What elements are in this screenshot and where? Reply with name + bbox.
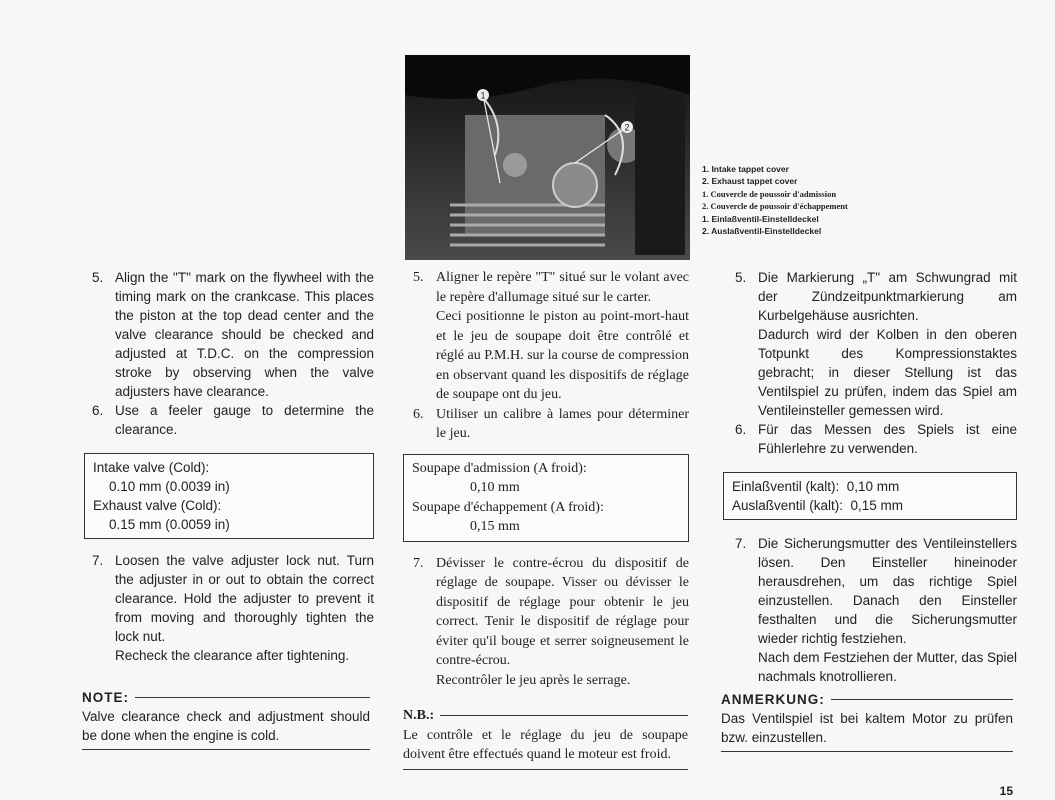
legend-item: 2. Couvercle de poussoir d'échappement bbox=[702, 200, 848, 211]
clearance-spec-box bbox=[84, 453, 374, 539]
french-note bbox=[403, 706, 688, 770]
intake-value: 0.10 mm (0.0039 in) bbox=[109, 479, 230, 494]
step-text: Aligner le repère "T" situé sur le volant avec le repère d'allumage situé sur le carter. bbox=[436, 270, 689, 305]
step-number: 5. bbox=[735, 270, 747, 285]
intake-label: Intake valve (Cold): bbox=[93, 460, 210, 475]
note-title: ANMERKUNG: bbox=[721, 692, 825, 707]
step-text: Die Markierung „T" am Schwungrad mit der Zündzeitpunktmarkierung am Kurbelgehäuse ausrichten. bbox=[758, 270, 1017, 323]
exhaust-label: Exhaust valve (Cold): bbox=[93, 498, 222, 513]
note-title: NOTE: bbox=[82, 690, 129, 705]
step-7 bbox=[413, 554, 689, 691]
note-text: Das Ventilspiel ist bei kaltem Motor zu prüfen bzw. einzustellen. bbox=[721, 711, 1013, 745]
step-text: Use a feeler gauge to determine the clearance. bbox=[115, 403, 374, 437]
legend-item: 1. Intake tappet cover bbox=[702, 164, 789, 174]
note-title: N.B.: bbox=[403, 708, 435, 723]
step-recheck: Nach dem Festziehen der Mutter, das Spiel nachmals knotrollieren. bbox=[758, 650, 1017, 684]
callout-2: 2 bbox=[624, 122, 630, 133]
photo-legend bbox=[702, 164, 848, 237]
intake-label: Soupape d'admission (A froid): bbox=[412, 460, 587, 476]
german-column bbox=[732, 268, 1017, 686]
step-6 bbox=[413, 405, 689, 444]
legend-item: 1. Einlaßventil-Einstelldeckel bbox=[702, 214, 819, 224]
step-number: 5. bbox=[92, 270, 104, 285]
step-6 bbox=[735, 420, 1017, 458]
english-note bbox=[82, 688, 370, 750]
note-text: Valve clearance check and adjustment should be done when the engine is cold. bbox=[82, 709, 370, 743]
callout-1: 1 bbox=[480, 90, 486, 101]
step-number: 7. bbox=[413, 555, 424, 571]
step-number: 5. bbox=[413, 270, 424, 285]
legend-english bbox=[702, 164, 848, 187]
step-7 bbox=[735, 534, 1017, 686]
step-5 bbox=[92, 268, 374, 401]
step-recheck: Recheck the clearance after tightening. bbox=[115, 648, 350, 663]
step-recheck: Recontrôler le jeu après le serrage. bbox=[436, 672, 631, 688]
step-text-b: Ceci positionne le piston au point-mort-haut et le jeu de soupape doit être contrôlé et réglé au P.M.H. sur la course de compression en observant quand les dispositifs de réglage de soupape ont du jeu. bbox=[436, 309, 689, 402]
step-number: 6. bbox=[735, 422, 747, 437]
step-number: 7. bbox=[92, 553, 104, 568]
exhaust-value: 0.15 mm (0.0059 in) bbox=[109, 517, 230, 532]
clearance-spec-box bbox=[723, 472, 1017, 520]
exhaust-label: Soupape d'échappement (A froid): bbox=[412, 499, 604, 515]
step-text: Die Sicherungsmutter des Ventileinstellers lösen. Den Einsteller hineinoder herausdrehen, um das richtige Spiel einzustellen. Danach den Einsteller festhalten und die Sicherungsmutter wieder richtig festziehen. bbox=[758, 536, 1017, 646]
step-text: Dévisser le contre-écrou du dispositif de réglage de soupape. Visser ou dévisser le dispositif de réglage pour obtenir le jeu correct. Tenir le dispositif de réglage pour éviter qu'il bouge et serrer soigneusement le contre-écrou. bbox=[436, 555, 689, 668]
step-5 bbox=[413, 268, 689, 405]
legend-item: 1. Couvercle de poussoir d'admission bbox=[702, 189, 837, 199]
legend-item: 2. Exhaust tappet cover bbox=[702, 175, 798, 186]
legend-german bbox=[702, 214, 848, 237]
step-text: Loosen the valve adjuster lock nut. Turn the adjuster in or out to obtain the correct clearance. Hold the adjuster to prevent it from moving and thoroughly tighten the lock nut. bbox=[115, 553, 374, 644]
step-text-b: Dadurch wird der Kolben in den oberen Totpunkt des Kompressionstaktes gebracht; in dieser Stellung ist das Ventilspiel zu prüfen, indem das Spiel am Ventileinsteller gemessen wird. bbox=[758, 327, 1017, 418]
step-text: Utiliser un calibre à lames pour déterminer le jeu. bbox=[436, 406, 689, 441]
exhaust-spec: Auslaßventil (kalt): 0,15 mm bbox=[732, 498, 904, 513]
intake-spec: Einlaßventil (kalt): 0,10 mm bbox=[732, 479, 900, 494]
english-column bbox=[92, 268, 374, 665]
step-number: 6. bbox=[92, 403, 104, 418]
engine-photo bbox=[405, 55, 690, 260]
legend-item: 2. Auslaßventil-Einstelldeckel bbox=[702, 225, 822, 236]
note-text: Le contrôle et le réglage du jeu de soupape doivent être effectués quand le moteur est froid. bbox=[403, 727, 688, 762]
page-number: 15 bbox=[999, 784, 1013, 798]
step-text: Für das Messen des Spiels ist eine Fühlerlehre zu verwenden. bbox=[758, 422, 1017, 456]
legend-french bbox=[702, 189, 848, 212]
exhaust-value: 0,15 mm bbox=[470, 519, 520, 534]
german-note bbox=[721, 690, 1013, 752]
step-6 bbox=[92, 401, 374, 439]
step-number: 6. bbox=[413, 406, 424, 422]
step-7 bbox=[92, 551, 374, 665]
intake-value: 0,10 mm bbox=[470, 480, 520, 495]
french-column bbox=[413, 268, 689, 690]
clearance-spec-box bbox=[403, 454, 689, 542]
step-number: 7. bbox=[735, 536, 747, 551]
step-5 bbox=[735, 268, 1017, 420]
step-text: Align the "T" mark on the flywheel with the timing mark on the crankcase. This places the piston at the top dead center and the valve clearance should be checked and adjusted at T.D.C. on the compression stroke by observing when the valve adjusters have clearance. bbox=[115, 270, 374, 399]
